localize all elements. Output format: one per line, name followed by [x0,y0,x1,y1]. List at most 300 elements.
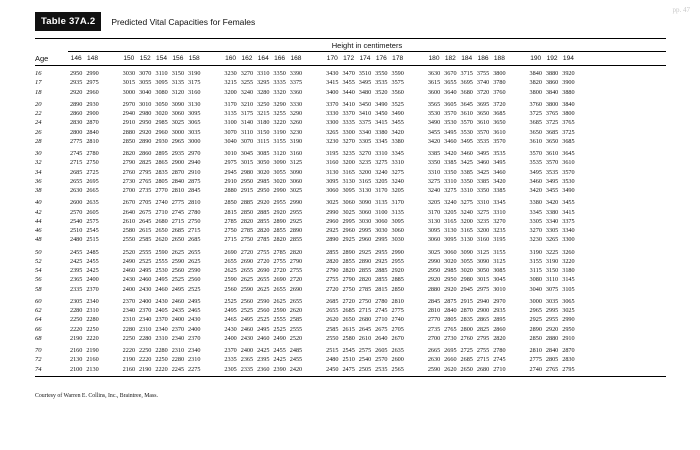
height-column-header: 152 [139,55,151,62]
capacity-cell: 2590 [155,248,168,256]
age-cell: 54 [35,267,42,275]
capacity-cell: 3050 [476,267,490,275]
capacity-cell: 2950 [562,325,575,333]
capacity-cell: 2745 [69,150,83,158]
capacity-cell: 2340 [139,316,152,324]
capacity-cell: 2190 [86,347,99,355]
table-row [35,297,666,306]
capacity-cell: 3050 [155,100,168,108]
age-cell: 44 [35,217,42,225]
capacity-cell: 3415 [375,119,388,127]
capacity-cell: 2940 [476,297,490,305]
capacity-cell: 3615 [427,79,441,87]
capacity-cell: 3240 [375,168,388,176]
capacity-cell: 2400 [171,316,185,324]
capacity-cell: 3235 [342,150,355,158]
capacity-cell: 2810 [529,347,542,355]
capacity-cell: 2855 [326,248,339,256]
capacity-cell: 2525 [257,316,270,324]
capacity-cell: 3715 [460,70,473,78]
capacity-cell: 2340 [188,347,201,355]
capacity-cell: 2655 [326,307,339,315]
height-group-label: Height in centimeters [331,41,403,50]
capacity-cell: 3610 [493,128,506,136]
capacity-cell: 3310 [391,159,404,167]
capacity-cell: 2755 [476,347,490,355]
capacity-cell: 3840 [529,70,542,78]
capacity-cell: 3025 [171,119,185,127]
capacity-cell: 3275 [391,168,404,176]
capacity-cell: 3525 [391,100,404,108]
capacity-cell: 2775 [391,307,404,315]
capacity-cell: 3760 [493,88,506,96]
capacity-cell: 2680 [358,316,372,324]
table-row [35,235,666,244]
capacity-cell: 2785 [257,236,270,244]
capacity-cell: 2690 [224,248,237,256]
capacity-cell: 2900 [171,159,185,167]
capacity-cell: 2695 [444,347,457,355]
capacity-cell: 2750 [358,297,372,305]
capacity-cell: 2920 [139,128,152,136]
capacity-cell: 3235 [493,227,506,235]
capacity-cell: 3415 [562,208,575,216]
height-column-header: 184 [461,55,473,62]
capacity-cell: 2925 [342,236,355,244]
capacity-cell: 3205 [375,177,388,185]
capacity-cell: 2555 [273,316,286,324]
capacity-cell: 2725 [86,168,99,176]
capacity-cell: 3015 [476,276,490,284]
capacity-cell: 2785 [224,217,237,225]
capacity-cell: 3190 [545,257,559,265]
capacity-cell: 2505 [358,365,372,373]
capacity-cell: 3280 [257,88,270,96]
capacity-cell: 2680 [155,217,168,225]
height-column-header: 182 [444,55,456,62]
capacity-cell: 2870 [562,347,575,355]
capacity-cell: 3450 [358,100,372,108]
capacity-cell: 2620 [326,316,339,324]
capacity-cell: 3290 [273,100,286,108]
capacity-cell: 2955 [545,316,559,324]
capacity-cell: 3740 [476,79,490,87]
capacity-cell: 3385 [427,150,441,158]
capacity-cell: 2715 [358,307,372,315]
table-row [35,306,666,315]
capacity-cell: 2870 [460,307,473,315]
capacity-cell: 3090 [460,248,473,256]
capacity-cell: 2560 [240,297,254,305]
age-cell: 66 [35,325,42,333]
capacity-cell: 3350 [444,168,457,176]
capacity-cell: 2605 [86,208,99,216]
capacity-cell: 3900 [562,79,575,87]
capacity-cell: 2765 [444,325,457,333]
capacity-cell: 2855 [342,257,355,265]
capacity-cell: 2770 [155,187,168,195]
capacity-cell: 2895 [493,316,506,324]
capacity-cell: 3240 [460,208,473,216]
capacity-cell: 3165 [444,217,457,225]
capacity-cell: 2370 [224,347,237,355]
capacity-cell: 2675 [375,325,388,333]
capacity-cell: 3610 [545,150,559,158]
capacity-cell: 3420 [427,137,441,145]
capacity-cell: 2705 [391,325,404,333]
capacity-cell: 2750 [342,285,355,293]
capacity-cell: 2990 [273,187,286,195]
capacity-cell: 3200 [342,159,355,167]
capacity-cell: 2990 [391,248,404,256]
capacity-cell: 2520 [289,334,303,342]
capacity-cell: 3235 [358,159,372,167]
capacity-cell: 2710 [375,316,388,324]
capacity-cell: 2220 [69,325,83,333]
capacity-cell: 3020 [460,267,473,275]
capacity-cell: 2685 [171,227,185,235]
capacity-cell: 2820 [240,217,254,225]
capacity-cell: 2745 [375,307,388,315]
capacity-cell: 3650 [529,128,542,136]
capacity-cell: 3030 [375,227,388,235]
capacity-cell: 2400 [224,334,237,342]
capacity-cell: 3200 [224,88,237,96]
capacity-cell: 2795 [139,168,152,176]
capacity-cell: 3230 [326,137,339,145]
height-column-header: 164 [257,55,269,62]
age-cell: 56 [35,276,42,284]
capacity-cell: 2820 [289,248,303,256]
capacity-cell: 3450 [375,110,388,118]
capacity-cell: 3060 [289,177,303,185]
capacity-cell: 3800 [529,88,542,96]
capacity-cell: 2655 [257,276,270,284]
capacity-cell: 2890 [69,100,83,108]
capacity-cell: 3270 [529,227,542,235]
capacity-cell: 2890 [326,236,339,244]
capacity-cell: 2945 [224,168,237,176]
capacity-cell: 3220 [273,119,286,127]
capacity-cell: 2645 [358,325,372,333]
capacity-cell: 2735 [427,325,441,333]
capacity-cell: 2640 [122,208,136,216]
capacity-cell: 2250 [122,334,136,342]
age-cell: 34 [35,168,42,176]
capacity-cell: 3480 [358,88,372,96]
capacity-cell: 2745 [171,208,185,216]
capacity-cell: 2985 [257,177,270,185]
capacity-cell: 2740 [391,316,404,324]
capacity-cell: 2245 [171,365,185,373]
capacity-cell: 3230 [224,70,237,78]
capacity-cell: 2580 [342,334,355,342]
capacity-cell: 2960 [86,88,99,96]
capacity-cell: 3130 [427,217,441,225]
capacity-cell: 3410 [358,110,372,118]
capacity-cell: 3100 [224,119,237,127]
capacity-cell: 2425 [273,356,286,364]
age-cell: 40 [35,199,42,207]
capacity-cell: 2710 [493,365,506,373]
capacity-cell: 2495 [155,276,168,284]
capacity-cell: 3530 [562,177,575,185]
capacity-cell: 2755 [257,248,270,256]
capacity-cell: 3205 [427,199,441,207]
capacity-cell: 2590 [273,307,286,315]
capacity-cell: 2625 [257,285,270,293]
table-title-bar [35,12,255,31]
capacity-cell: 3380 [391,137,404,145]
age-cell: 58 [35,285,42,293]
capacity-cell: 2590 [257,297,270,305]
capacity-cell: 2685 [342,307,355,315]
table-row [35,69,666,78]
capacity-cell: 2550 [326,334,339,342]
capacity-cell: 3060 [171,110,185,118]
capacity-cell: 2495 [171,285,185,293]
capacity-cell: 3130 [342,177,355,185]
capacity-cell: 3195 [493,236,506,244]
capacity-cell: 2975 [86,79,99,87]
capacity-cell: 2720 [326,285,339,293]
age-cell: 38 [35,187,42,195]
capacity-cell: 3210 [240,100,254,108]
capacity-cell: 3460 [460,150,473,158]
capacity-cell: 2555 [139,248,152,256]
capacity-cell: 3755 [476,70,490,78]
capacity-cell: 2250 [86,325,99,333]
capacity-cell: 3305 [529,217,542,225]
age-cell: 60 [35,297,42,305]
capacity-cell: 2610 [122,217,136,225]
capacity-cell: 2280 [69,307,83,315]
capacity-cell: 2625 [188,257,201,265]
table-row [35,248,666,257]
height-column-header: 158 [188,55,200,62]
height-column-header: 186 [477,55,489,62]
capacity-cell: 2890 [273,217,286,225]
capacity-cell: 3650 [545,137,559,145]
capacity-cell: 3215 [257,110,270,118]
capacity-cell: 3720 [476,88,490,96]
capacity-cell: 3385 [476,177,490,185]
capacity-cell: 2635 [86,199,99,207]
capacity-cell: 2690 [240,257,254,265]
capacity-cell: 2190 [69,334,83,342]
capacity-cell: 2495 [139,267,152,275]
capacity-cell: 2590 [427,365,441,373]
capacity-cell: 2960 [326,217,339,225]
capacity-cell: 3015 [122,79,136,87]
corner-stamp: pp. 47 [672,6,690,14]
capacity-cell: 2485 [289,347,303,355]
capacity-cell: 2675 [139,208,152,216]
age-cell: 46 [35,227,42,235]
capacity-cell: 2850 [122,137,136,145]
courtesy-note: Courtesy of Warren E. Collins, Inc., Braintree, Mass. [35,393,158,399]
capacity-cell: 2710 [155,208,168,216]
capacity-cell: 3650 [476,110,490,118]
height-column-header: 192 [546,55,558,62]
table-row [35,128,666,137]
capacity-cell: 2465 [224,316,237,324]
capacity-cell: 3490 [562,187,575,195]
capacity-cell: 2570 [375,356,388,364]
capacity-cell: 3610 [460,110,473,118]
capacity-cell: 2370 [155,316,168,324]
capacity-cell: 2525 [188,285,201,293]
capacity-cell: 2945 [460,285,473,293]
capacity-cell: 3025 [326,199,339,207]
table-row [35,266,666,275]
height-column-header: 172 [343,55,355,62]
height-column-header: 160 [225,55,237,62]
capacity-cell: 2275 [188,365,201,373]
capacity-cell: 3190 [273,128,286,136]
capacity-cell: 3275 [375,159,388,167]
capacity-cell: 2485 [86,248,99,256]
capacity-cell: 3310 [493,208,506,216]
capacity-cell: 3570 [545,159,559,167]
capacity-cell: 2335 [224,356,237,364]
capacity-cell: 3090 [358,199,372,207]
capacity-cell: 3090 [171,100,185,108]
capacity-cell: 2740 [155,199,168,207]
capacity-cell: 2430 [139,285,152,293]
capacity-cell: 3020 [155,110,168,118]
capacity-cell: 3060 [427,236,441,244]
capacity-cell: 3240 [391,177,404,185]
capacity-cell: 3125 [493,257,506,265]
capacity-cell: 2335 [240,365,254,373]
capacity-cell: 2950 [139,119,152,127]
capacity-cell: 3095 [188,110,201,118]
capacity-cell: 2850 [529,334,542,342]
capacity-cell: 2980 [240,168,254,176]
capacity-cell: 2810 [188,199,201,207]
capacity-cell: 3725 [529,110,542,118]
capacity-cell: 2585 [326,325,339,333]
capacity-cell: 2785 [240,227,254,235]
capacity-cell: 3535 [529,159,542,167]
capacity-cell: 2750 [240,236,254,244]
capacity-cell: 2400 [139,297,152,305]
capacity-cell: 2655 [224,257,237,265]
capacity-cell: 3040 [529,285,542,293]
capacity-cell: 3265 [326,128,339,136]
capacity-cell: 2400 [188,325,201,333]
capacity-cell: 3270 [493,217,506,225]
capacity-cell: 2715 [69,159,83,167]
capacity-cell: 3205 [391,187,404,195]
capacity-cell: 3080 [155,88,168,96]
capacity-cell: 3410 [342,100,355,108]
capacity-cell: 2370 [139,307,152,315]
capacity-cell: 3055 [273,168,286,176]
capacity-cell: 3120 [171,88,185,96]
capacity-cell: 3530 [460,128,473,136]
capacity-cell: 2460 [155,285,168,293]
capacity-cell: 3275 [427,177,441,185]
capacity-cell: 2800 [460,325,473,333]
capacity-cell: 2720 [342,297,355,305]
capacity-cell: 3340 [562,227,575,235]
capacity-cell: 3070 [240,137,254,145]
capacity-cell: 2560 [188,276,201,284]
capacity-cell: 2760 [122,168,136,176]
capacity-cell: 2820 [342,267,355,275]
capacity-cell: 2455 [86,257,99,265]
capacity-cell: 3350 [460,177,473,185]
capacity-cell: 2510 [69,227,83,235]
capacity-cell: 2960 [358,236,372,244]
capacity-cell: 2955 [289,208,303,216]
capacity-cell: 2365 [69,276,83,284]
capacity-cell: 3045 [493,276,506,284]
capacity-cell: 3010 [224,150,237,158]
capacity-cell: 3150 [171,70,185,78]
age-cell: 18 [35,88,42,96]
capacity-cell: 3205 [444,208,457,216]
capacity-cell: 3420 [391,128,404,136]
capacity-cell: 2805 [545,356,559,364]
capacity-cell: 3460 [444,137,457,145]
capacity-cell: 3300 [562,236,575,244]
capacity-cell: 2805 [444,316,457,324]
capacity-cell: 2430 [240,334,254,342]
capacity-cell: 3095 [155,79,168,87]
capacity-cell: 2775 [171,199,185,207]
capacity-cell: 2930 [86,100,99,108]
capacity-cell: 2760 [460,334,473,342]
capacity-cell: 2845 [427,297,441,305]
capacity-cell: 2825 [139,159,152,167]
capacity-cell: 2930 [155,137,168,145]
capacity-cell: 3025 [342,208,355,216]
capacity-cell: 2915 [240,187,254,195]
capacity-cell: 2790 [342,276,355,284]
capacity-cell: 3350 [476,187,490,195]
capacity-cell: 3255 [273,110,286,118]
capacity-cell: 3115 [529,267,542,275]
capacity-cell: 2100 [69,365,83,373]
capacity-cell: 3095 [326,177,339,185]
capacity-cell: 3725 [545,119,559,127]
capacity-cell: 2560 [171,267,185,275]
capacity-cell: 3400 [326,88,339,96]
capacity-cell: 2310 [86,307,99,315]
capacity-cell: 2835 [155,168,168,176]
capacity-cell: 3725 [562,128,575,136]
capacity-cell: 2810 [427,307,441,315]
height-column-header: 150 [123,55,135,62]
capacity-cell: 2765 [139,177,152,185]
capacity-cell: 2525 [224,297,237,305]
capacity-cell: 2535 [375,365,388,373]
capacity-cell: 2425 [257,347,270,355]
capacity-cell: 3125 [289,159,303,167]
capacity-cell: 3150 [545,267,559,275]
capacity-cell: 3570 [476,128,490,136]
capacity-cell: 2700 [427,334,441,342]
table-row [35,198,666,207]
capacity-cell: 2920 [545,325,559,333]
capacity-cell: 3455 [427,128,441,136]
capacity-cell: 2655 [273,285,286,293]
capacity-cell: 2510 [342,356,355,364]
capacity-cell: 3470 [342,70,355,78]
